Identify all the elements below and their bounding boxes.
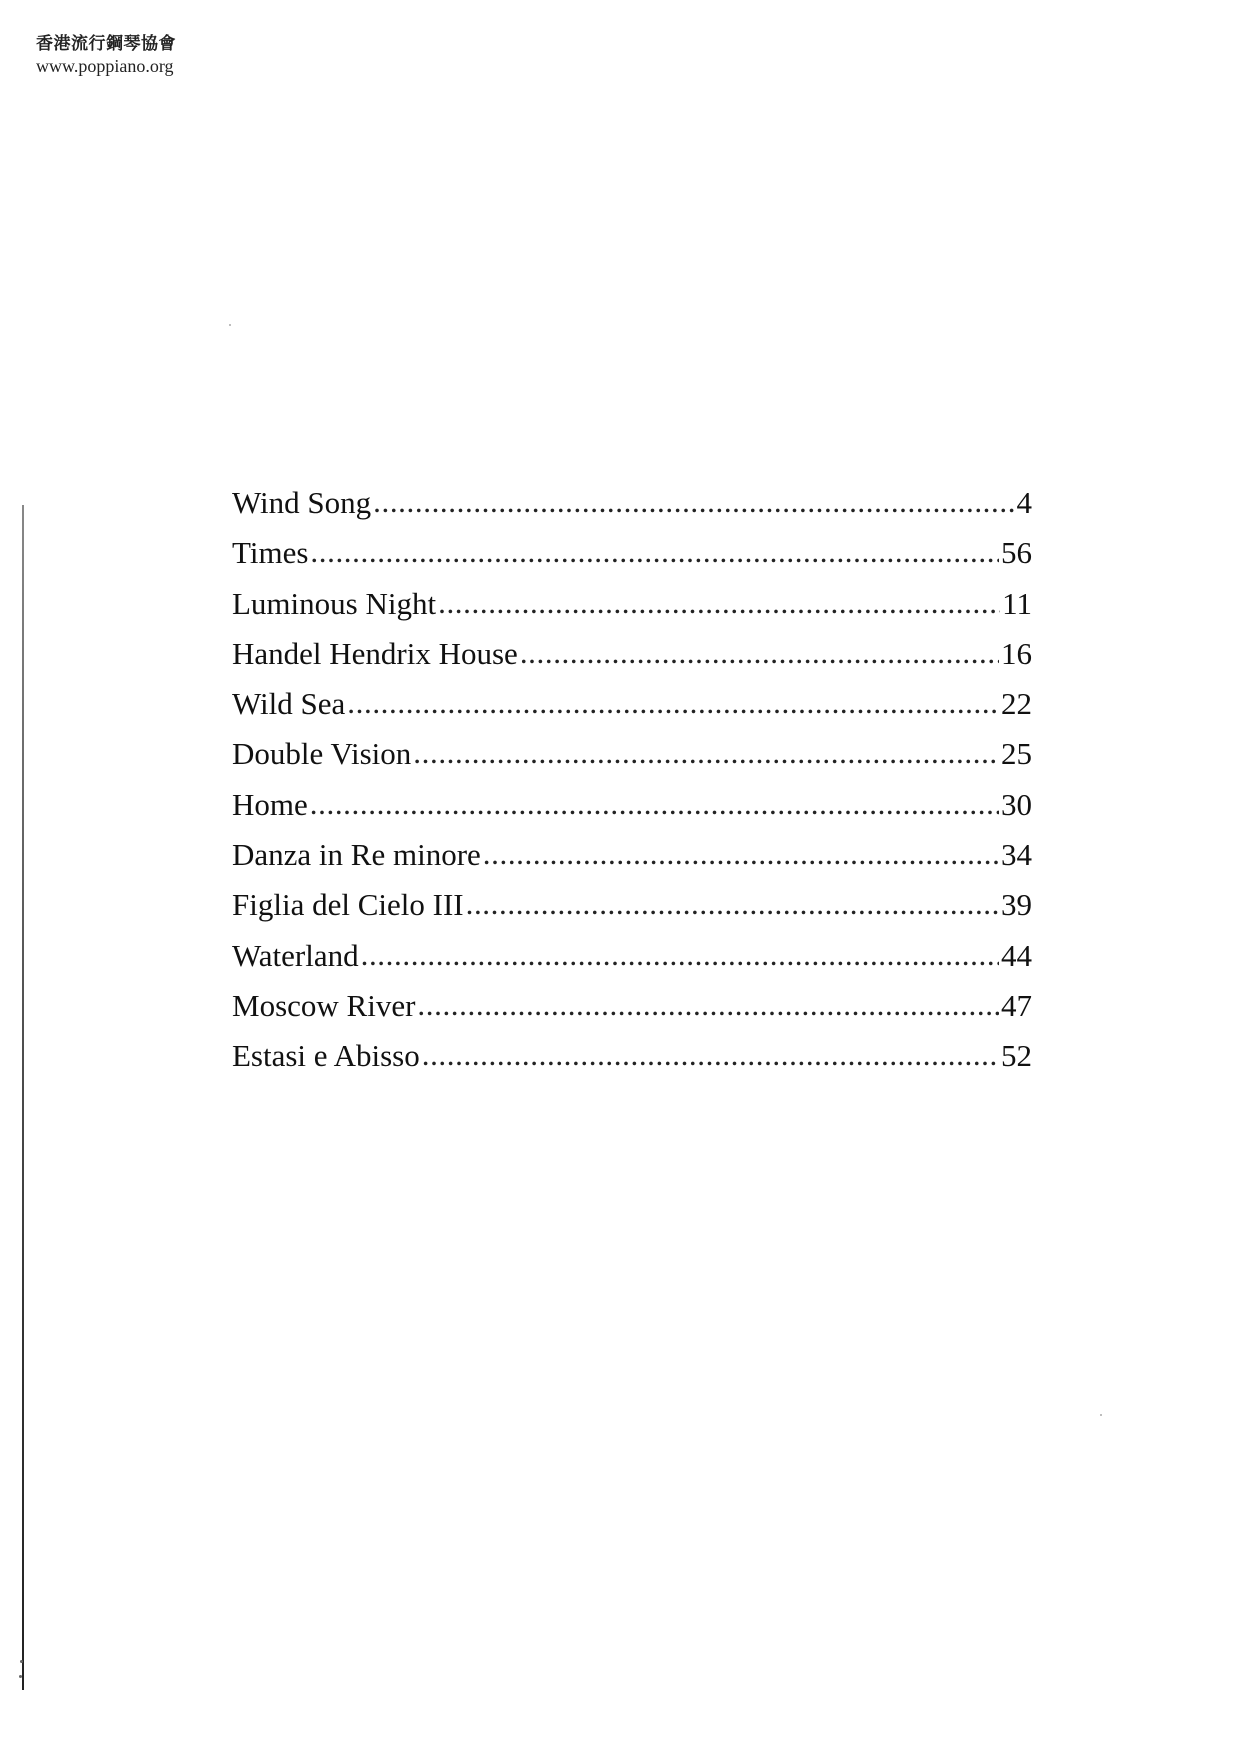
toc-dot-leader bbox=[310, 534, 999, 570]
toc-entry-title: Wild Sea bbox=[232, 686, 346, 722]
toc-entry bbox=[232, 887, 1032, 937]
toc-entry-title: Home bbox=[232, 786, 308, 822]
toc-entry-title: Wind Song bbox=[232, 485, 372, 520]
toc-entry-page: 47 bbox=[1001, 987, 1032, 1023]
toc-entry-page: 25 bbox=[1001, 736, 1032, 772]
toc-entry bbox=[232, 535, 1032, 585]
toc-entry-title: Handel Hendrix House bbox=[232, 635, 518, 671]
toc-entry bbox=[232, 636, 1032, 686]
toc-entry bbox=[232, 938, 1032, 988]
toc-entry-page: 34 bbox=[1001, 837, 1032, 873]
toc-dot-leader bbox=[373, 484, 1014, 520]
page-binding-edge bbox=[22, 505, 24, 1690]
toc-entry-page: 44 bbox=[1001, 937, 1032, 973]
toc-entry bbox=[232, 837, 1032, 887]
toc-entry-title: Waterland bbox=[232, 937, 359, 973]
binding-speck bbox=[20, 1660, 23, 1663]
table-of-contents bbox=[232, 485, 1032, 1089]
scan-speck bbox=[229, 324, 231, 326]
toc-entry-title: Danza in Re minore bbox=[232, 837, 481, 873]
toc-dot-leader bbox=[347, 685, 999, 721]
toc-dot-leader bbox=[413, 735, 999, 771]
toc-entry-title: Times bbox=[232, 535, 309, 571]
toc-entry-page: 30 bbox=[1001, 786, 1032, 822]
toc-entry-title: Figlia del Cielo III bbox=[232, 887, 464, 923]
toc-dot-leader bbox=[466, 886, 999, 922]
toc-dot-leader bbox=[310, 786, 999, 822]
toc-entry-title: Moscow River bbox=[232, 987, 416, 1023]
toc-entry-page: 22 bbox=[1001, 686, 1032, 722]
toc-entry bbox=[232, 586, 1032, 636]
watermark bbox=[36, 34, 176, 78]
toc-entry bbox=[232, 988, 1032, 1038]
scan-speck bbox=[1100, 1414, 1102, 1416]
toc-entry-page: 4 bbox=[1016, 485, 1032, 520]
toc-entry bbox=[232, 736, 1032, 786]
binding-speck bbox=[19, 1675, 22, 1678]
toc-dot-leader bbox=[422, 1037, 999, 1073]
toc-entry-title: Luminous Night bbox=[232, 585, 437, 621]
toc-entry bbox=[232, 1038, 1032, 1088]
toc-entry-title: Estasi e Abisso bbox=[232, 1038, 420, 1074]
toc-dot-leader bbox=[417, 987, 999, 1023]
toc-entry-page: 11 bbox=[1002, 585, 1032, 621]
toc-entry bbox=[232, 787, 1032, 837]
toc-entry bbox=[232, 485, 1032, 535]
toc-entry bbox=[232, 686, 1032, 736]
toc-entry-title: Double Vision bbox=[232, 736, 412, 772]
toc-dot-leader bbox=[483, 836, 999, 872]
toc-entry-page: 16 bbox=[1001, 635, 1032, 671]
toc-entry-page: 39 bbox=[1001, 887, 1032, 923]
watermark-name: 香港流行鋼琴協會 bbox=[36, 34, 176, 54]
toc-dot-leader bbox=[520, 635, 999, 671]
watermark-url: www.poppiano.org bbox=[36, 56, 174, 77]
toc-entry-page: 52 bbox=[1001, 1038, 1032, 1074]
toc-dot-leader bbox=[438, 585, 1000, 621]
toc-dot-leader bbox=[361, 937, 999, 973]
toc-entry-page: 56 bbox=[1001, 535, 1032, 571]
